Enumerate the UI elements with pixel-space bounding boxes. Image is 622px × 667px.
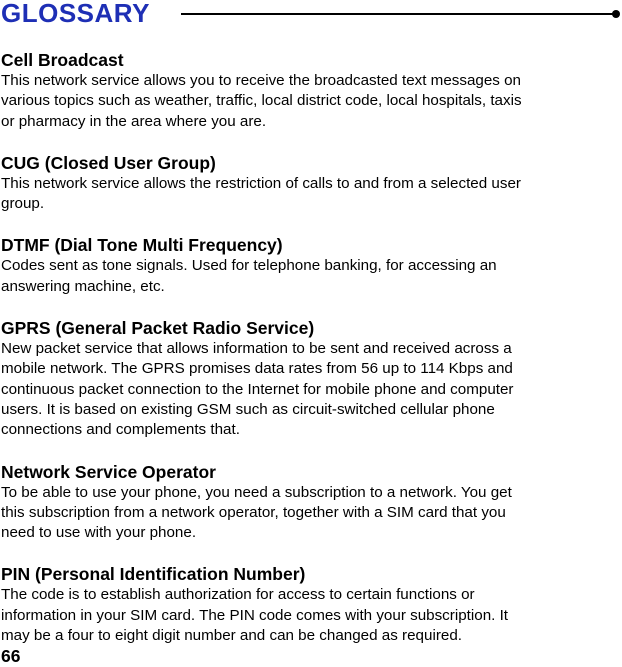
glossary-entry-pin: [1, 564, 581, 646]
page-number: 66: [1, 646, 21, 666]
glossary-term: Network Service Operator: [1, 461, 216, 482]
glossary-entry-cug: [1, 153, 581, 215]
glossary-term: GPRS (General Packet Radio Service): [1, 318, 315, 339]
glossary-entry-dtmf: [1, 235, 581, 297]
glossary-definition: This network service allows the restriction of calls to and from a selected user group.: [1, 174, 521, 213]
glossary-definition: Codes sent as tone signals. Used for telephone banking, for accessing an answering machine, etc.: [1, 257, 497, 295]
glossary-term: Cell Broadcast: [1, 50, 124, 70]
page-title: GLOSSARY: [1, 0, 150, 28]
glossary-definition: New packet service that allows information to be sent and received across a mobile network. The GPRS promises data rates from 56 up to 114 Kbps and continuous packet connection to the Internet for mobile phone and computer users. It is based on existing GSM such as circuit-switched cellular phone connections and complements that.: [1, 340, 514, 439]
glossary-entries: [1, 50, 581, 667]
glossary-entry-cell-broadcast: [1, 50, 581, 132]
header-rule-line: [181, 13, 613, 15]
header-rule-dot-icon: [612, 10, 620, 18]
page-header: [1, 0, 621, 30]
glossary-term: PIN (Personal Identification Number): [1, 564, 306, 585]
glossary-definition: The code is to establish authorization for access to certain functions or information in your SIM card. The PIN code comes with your subscription. It may be a four to eight digit number and can be changed as required.: [1, 586, 509, 645]
glossary-entry-network-service-operator: [1, 462, 581, 544]
glossary-term: DTMF (Dial Tone Multi Frequency): [1, 235, 283, 256]
glossary-term: CUG (Closed User Group): [1, 152, 216, 173]
glossary-entry-gprs: [1, 318, 581, 440]
glossary-definition: This network service allows you to receive the broadcasted text messages on various topics such as weather, traffic, local district code, local hospitals, taxis or pharmacy in the area where you are.: [1, 72, 522, 130]
glossary-definition: To be able to use your phone, you need a subscription to a network. You get this subscription from a network operator, together with a SIM card that you need to use with your phone.: [1, 483, 512, 542]
